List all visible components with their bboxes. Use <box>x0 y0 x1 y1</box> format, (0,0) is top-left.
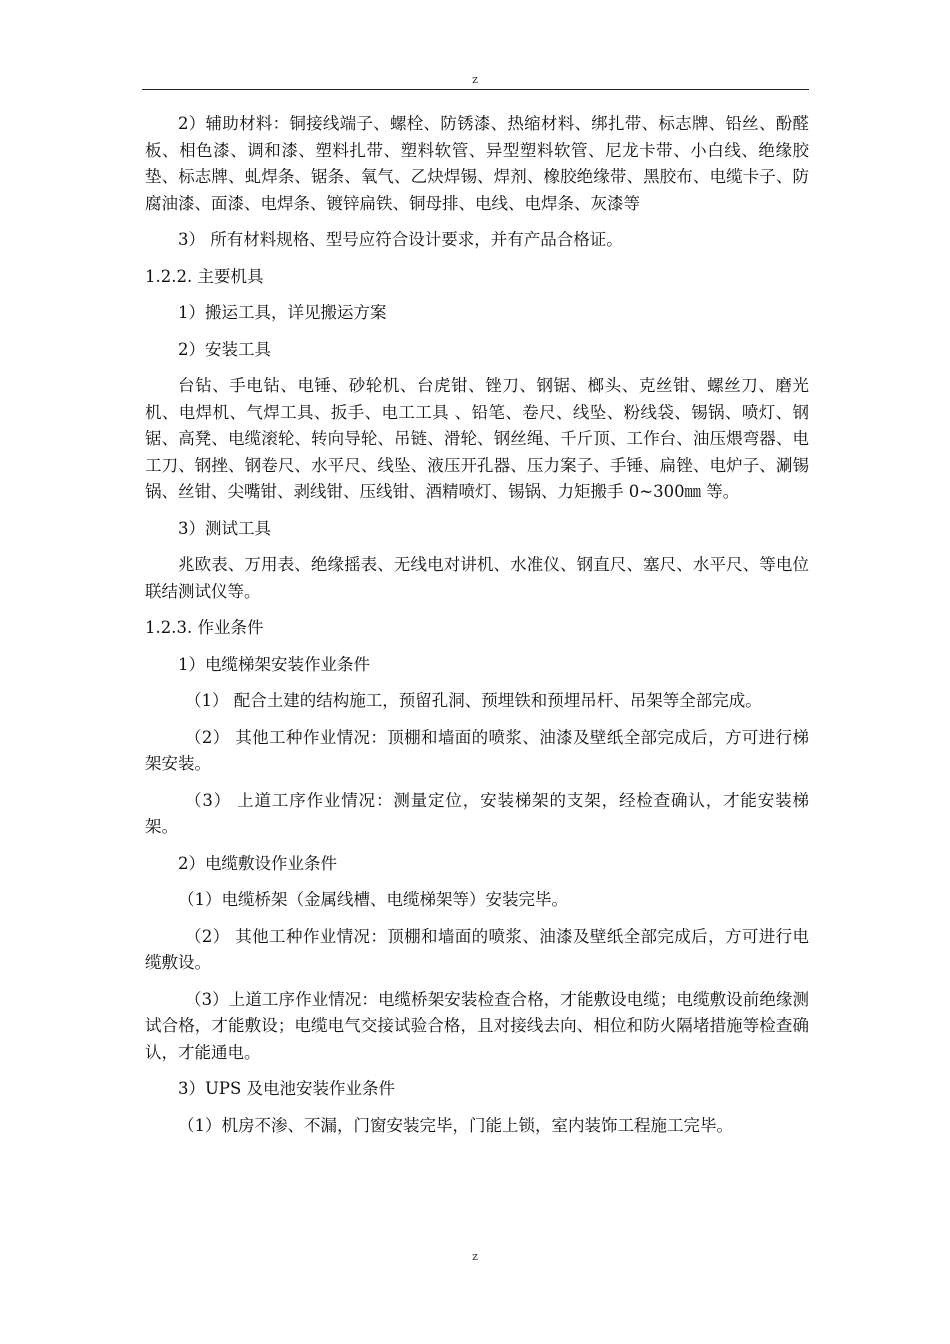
section-heading-work-conditions: 1.2.3. 作业条件 <box>145 618 264 637</box>
paragraph-install-tools-list: 台钻、手电钻、电锤、砂轮机、台虎钳、锉刀、钢锯、榔头、克丝钳、螺丝刀、磨光机、电焊机、气焊工具、扳手、电工工具 、铅笔、卷尺、线坠、粉线袋、锡锅、喷灯、钢锯、高凳、电缆滚轮、转向导轮、吊链、滑轮、钢丝绳、千斤顶、工作台、油压煨弯器、电工刀、钢挫、钢卷尺、水平尺、线坠、液压开孔器、压力案子、手锤、扁锉、电炉子、涮锡锅、丝钳、尖嘴钳、剥线钳、压线钳、酒精喷灯、锡锅、力矩搬手 0~300㎜ 等。 <box>145 376 809 501</box>
paragraph-cable-laying-condition-3: （3）上道工序作业情况：电缆桥架安装检查合格，才能敷设电缆；电缆敷设前绝缘测试合格，才能敷设；电缆电气交接试验合格，且对接线去向、相位和防火隔堵措施等检查确认，才能通电。 <box>145 989 809 1062</box>
paragraph-ladder-conditions-title: 1）电缆梯架安装作业条件 <box>178 654 370 674</box>
paragraph-ladder-condition-1: （1） 配合土建的结构施工，预留孔洞、预埋铁和预埋吊杆、吊架等全部完成。 <box>185 691 762 710</box>
paragraph-auxiliary-materials: 2）辅助材料：铜接线端子、螺栓、防锈漆、热缩材料、绑扎带、标志牌、铅丝、酚醛板、相色漆、调和漆、塑料扎带、塑料软管、异型塑料软管、尼龙卡带、小白线、绝缘胶垫、标志牌、虬焊条、锯条、氧气、乙炔焊锡、焊剂、橡胶绝缘带、黑胶布、电缆卡子、防腐油漆、面漆、电焊条、镀锌扁铁、铜母排、电线、电焊条、灰漆等 <box>145 114 809 213</box>
paragraph-cable-laying-title: 2）电缆敷设作业条件 <box>178 853 337 873</box>
paragraph-test-tools-title: 3）测试工具 <box>178 518 271 538</box>
paragraph-install-tools-title: 2）安装工具 <box>178 339 271 359</box>
paragraph-material-spec: 3） 所有材料规格、型号应符合设计要求，并有产品合格证。 <box>178 230 623 249</box>
paragraph-ups-conditions-title: 3）UPS 及电池安装作业条件 <box>178 1079 396 1098</box>
paragraph-ladder-condition-3: （3） 上道工序作业情况：测量定位，安装梯架的支架，经检查确认，才能安装梯架。 <box>145 790 809 836</box>
document-body <box>145 111 809 1149</box>
paragraph-test-tools-list: 兆欧表、万用表、绝缘摇表、无线电对讲机、水准仪、钢直尺、塞尺、水平尺、等电位联结测试仪等。 <box>145 555 809 601</box>
paragraph-transport-tools: 1）搬运工具，详见搬运方案 <box>178 303 387 322</box>
page-footer-mark: z <box>472 1250 478 1263</box>
paragraph-ladder-condition-2: （2） 其他工种作业情况：顶棚和墙面的喷浆、油漆及壁纸全部完成后，方可进行梯架安装。 <box>145 727 809 773</box>
header-rule <box>142 89 809 90</box>
paragraph-cable-laying-condition-2: （2） 其他工种作业情况：顶棚和墙面的喷浆、油漆及壁纸全部完成后，方可进行电缆敷设。 <box>145 926 809 972</box>
paragraph-cable-laying-condition-1: （1）电缆桥架（金属线槽、电缆梯架等）安装完毕。 <box>178 890 568 909</box>
page-header-mark: z <box>472 73 478 86</box>
paragraph-ups-condition-1: （1）机房不渗、不漏，门窗安装完毕，门能上锁，室内装饰工程施工完毕。 <box>178 1115 733 1135</box>
section-heading-main-tools: 1.2.2. 主要机具 <box>145 266 264 286</box>
